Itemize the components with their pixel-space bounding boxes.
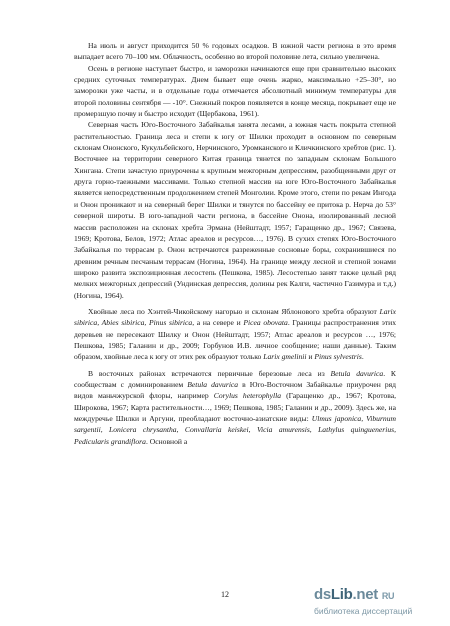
paragraph-autumn: Осень в регионе наступает быстро, и заморозки начинаются еще при сравнительно высоких средних суточных температурах. Днем бывает еще очень жарко, максимально +25–30°, но заморозки уже часты, и в отдельные годы отмечается абсолютный минимум температуры для второй половины сентября — -10°. Снежный покров появляется в конце месяца, покрывает еще не промерзшую почву и быстро исходит (Щербакова, 1961). (74, 63, 396, 119)
species-name: Larix sibirica, Abies sibirica, Pinus sibirica (74, 306, 396, 328)
species-name: Larix gmelinii (263, 352, 307, 362)
dslib-logo (314, 586, 394, 603)
page-number: 12 (221, 590, 229, 599)
dslib-watermark (314, 586, 442, 620)
text-run: В восточных районах встречаются первичные березовые леса из (88, 368, 331, 378)
text-run: . К сообществам с доминированием (74, 368, 396, 389)
logo-lib: Lib (330, 586, 353, 603)
paragraph-conifer-forests (74, 306, 396, 363)
logo-ds: ds (314, 586, 331, 603)
text-run: . (361, 352, 364, 362)
species-name: Picea obovata (243, 318, 288, 328)
text-run: и (306, 352, 315, 362)
text-run: , а на севере и (192, 318, 244, 328)
logo-ru: RU (381, 591, 395, 601)
text-run: . Основной а (145, 436, 188, 446)
species-name: Pinus sylvestris (314, 352, 362, 362)
species-name: Corylus heterophylla (213, 391, 281, 401)
text-run: . Границы распространения этих деревьев не пересекают Шилку и Онон (Нейштадт, 1957; Атлас ареалов и ресурсов …, 1976; Пешкова, 1985; Галанин и др., 2009; Горбунов И.В. личное сообщение; наши данные). Таким образом, хвойные леса к югу от этих рек образуют только (74, 318, 397, 362)
species-name: Betula davurica (187, 379, 239, 389)
species-name: Ulmus japonica, Viburnum sargentii, Lonicera chrysantha, Convallaria keiskei, Vicia amurensis, Lathylus quinguenerius, Pedicularis grandiflora (74, 414, 396, 446)
paragraph-forest-steppe: Северная часть Юго-Восточного Забайкалья занята лесами, а южная часть покрыта степной растительностью. Граница леса и степи к югу от Шилки проходит в основном по северным склонам Ононского, Кукульбейского, Нерчинского, Уромканского и Кличкинского хребтов (рис. 1). Восточнее на территории северного Китая граница тянется по западным склонам Большого Хингана. Степи зачастую приурочены к крупным межгорным депрессиям, разобщенными друг от друга горно-таежными массивами. Только степной массив на юге Юго-Восточного Забайкалья является непосредственным продолжением степей Монголии. Кроме этого, степи по рекам Ингода и Онон проникают и на северный берег Шилки и тянутся по бассейну ее притока р. Нерча до 53° северной широты. В юго-западной части региона, в бассейне Онона, изолированный лесной массив расположен на склонах хребта Эрмана (Нейштадт, 1957; Гаращенко др., 1967; Связева, 1969; Кротова, Белов, 1972; Атлас ареалов и ресурсов…, 1976). В сухих степях Юго-Восточного Забайкалья по террасам р. Онон встречаются разреженные сосновые боры, сохранившиеся по древним речным песчаным террасам (Ногина, 1964). На границе между лесной и степной зонами широко развита экспозиционная лесостепь (Пешкова, 1985). Лесостепью занят также целый ряд мелких межгорных депрессий (Ундинская депрессия, долины рек Калги, частично Газимура и т.д.) (Ногина, 1964). (74, 120, 396, 300)
text-run: Хвойные леса по Хэнтей-Чикойскому нагорью и склонам Яблонового хребта образуют (88, 306, 380, 316)
text-run: (Гаращенко др., 1967; Кротова, Широкова, 1967; Карта растительности…, 1969; Пешкова, 1985; Галанин и др., 2009). Здесь же, на междуречье Шилки и Аргуни, преобладают восточно-азиатские виды: (74, 391, 396, 423)
paragraph-precipitation: На июль и август приходится 50 % годовых осадков. В южной части региона в это время выпадает всего 70–100 мм. Облачность, особенно во второй половине лета, сильно увеличена. (74, 41, 396, 62)
watermark-subtitle: библиотека диссертаций (314, 606, 413, 616)
paragraph-birch-forests (74, 368, 396, 447)
logo-net: .net (352, 586, 378, 603)
text-run: в Юго-Восточном Забайкалье приурочен ряд видов маньчжурской флоры, например (74, 379, 396, 401)
document-page (74, 40, 396, 447)
species-name: Betula davurica (330, 368, 384, 378)
